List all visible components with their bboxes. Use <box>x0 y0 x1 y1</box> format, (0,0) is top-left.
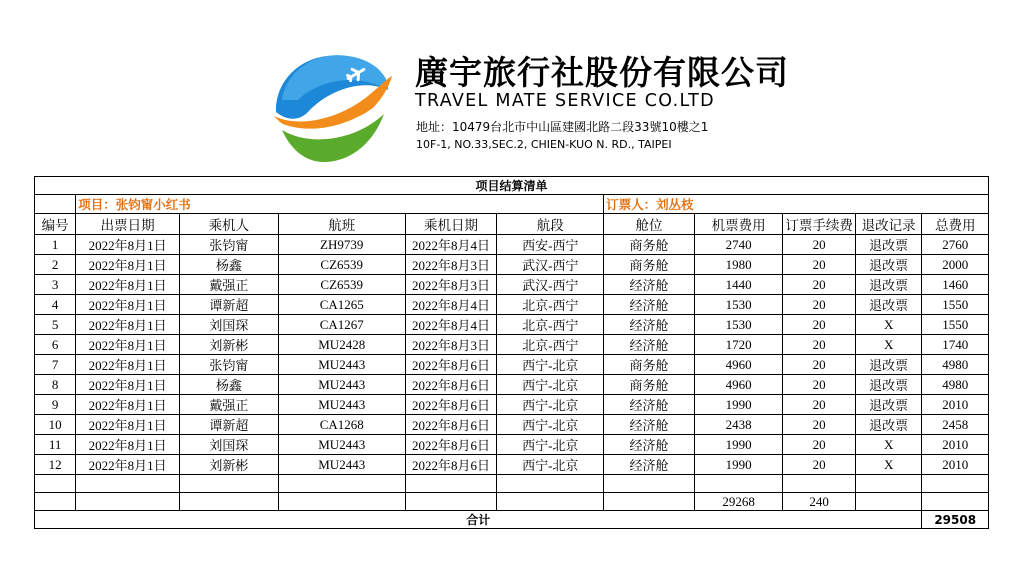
column-header: 舱位 <box>604 214 695 235</box>
company-logo <box>268 50 396 166</box>
table-cell: 2022年8月1日 <box>76 235 180 255</box>
table-cell: CA1268 <box>278 415 405 435</box>
table-cell <box>278 493 405 511</box>
table-cell: CZ6539 <box>278 275 405 295</box>
table-cell <box>855 475 921 493</box>
booker-label: 订票人：刘丛枝 <box>604 195 989 214</box>
table-cell: 1440 <box>694 275 783 295</box>
column-header: 乘机日期 <box>405 214 497 235</box>
table-cell: X <box>855 455 921 475</box>
table-cell: 退改票 <box>855 275 921 295</box>
table-cell: 5 <box>35 315 76 335</box>
table-cell: 2022年8月6日 <box>405 435 497 455</box>
table-cell: 退改票 <box>855 235 921 255</box>
company-name <box>415 54 789 111</box>
table-cell: 2022年8月1日 <box>76 295 180 315</box>
table-cell: 2022年8月1日 <box>76 415 180 435</box>
table-row <box>35 235 989 255</box>
table-cell <box>783 475 856 493</box>
blank-row <box>35 475 989 493</box>
fare-subtotal: 29268 <box>694 493 783 511</box>
address-cn: 地址：10479台北市中山區建國北路二段33號10樓之1 <box>416 120 709 134</box>
table-cell: 20 <box>783 295 856 315</box>
table-cell <box>180 493 279 511</box>
table-cell: 2022年8月1日 <box>76 255 180 275</box>
table-cell: 武汉-西宁 <box>497 255 604 275</box>
table-cell: 经济舱 <box>604 275 695 295</box>
table-cell: 刘新彬 <box>180 335 279 355</box>
column-header: 航班 <box>278 214 405 235</box>
table-cell: 2022年8月4日 <box>405 295 497 315</box>
table-cell: 11 <box>35 435 76 455</box>
table-cell: 1720 <box>694 335 783 355</box>
table-cell: 西宁-北京 <box>497 355 604 375</box>
table-cell: MU2443 <box>278 355 405 375</box>
table-cell: 商务舱 <box>604 355 695 375</box>
total-row <box>35 511 989 529</box>
table-cell: 刘国琛 <box>180 435 279 455</box>
table-cell: 经济舱 <box>604 455 695 475</box>
table-row <box>35 275 989 295</box>
table-cell <box>180 475 279 493</box>
table-cell: 退改票 <box>855 375 921 395</box>
table-cell: 3 <box>35 275 76 295</box>
fee-subtotal: 240 <box>783 493 856 511</box>
table-cell: 杨鑫 <box>180 375 279 395</box>
table-cell: 张钧甯 <box>180 235 279 255</box>
table-cell: 经济舱 <box>604 435 695 455</box>
table-cell: 2760 <box>922 235 989 255</box>
table-cell: 2022年8月1日 <box>76 395 180 415</box>
table-cell <box>922 475 989 493</box>
table-cell: MU2443 <box>278 455 405 475</box>
column-header: 航段 <box>497 214 604 235</box>
table-cell: CA1265 <box>278 295 405 315</box>
table-cell: 1990 <box>694 395 783 415</box>
table-cell: ZH9739 <box>278 235 405 255</box>
table-cell: 2 <box>35 255 76 275</box>
settlement-table <box>34 176 989 529</box>
table-cell: 2000 <box>922 255 989 275</box>
total-label: 合计 <box>35 511 922 529</box>
table-cell <box>855 493 921 511</box>
table-cell: 2022年8月3日 <box>405 335 497 355</box>
column-header: 乘机人 <box>180 214 279 235</box>
header-row <box>35 214 989 235</box>
column-header: 编号 <box>35 214 76 235</box>
column-header: 总费用 <box>922 214 989 235</box>
table-cell: 2022年8月6日 <box>405 375 497 395</box>
table-cell: 2022年8月4日 <box>405 235 497 255</box>
table-cell: 20 <box>783 255 856 275</box>
table-cell: X <box>855 315 921 335</box>
table-cell: 商务舱 <box>604 235 695 255</box>
table-cell: 1980 <box>694 255 783 275</box>
table-cell: 2022年8月1日 <box>76 375 180 395</box>
table-title: 项目结算清单 <box>35 177 989 195</box>
address-en: 10F-1, NO.33,SEC.2, CHIEN-KUO N. RD., TAIPEI <box>416 138 672 151</box>
table-cell: CZ6539 <box>278 255 405 275</box>
subtotal-row <box>35 493 989 511</box>
table-cell: X <box>855 435 921 455</box>
table-cell: 西宁-北京 <box>497 375 604 395</box>
table-cell: 20 <box>783 395 856 415</box>
table-cell: 20 <box>783 235 856 255</box>
table-row <box>35 415 989 435</box>
table-cell: 8 <box>35 375 76 395</box>
table-cell: 2022年8月6日 <box>405 415 497 435</box>
table-cell: 12 <box>35 455 76 475</box>
table-cell: 北京-西宁 <box>497 315 604 335</box>
table-cell: 9 <box>35 395 76 415</box>
table-cell: 20 <box>783 435 856 455</box>
table-cell <box>278 475 405 493</box>
table-cell: 1550 <box>922 315 989 335</box>
table-cell: 2022年8月3日 <box>405 275 497 295</box>
table-row <box>35 395 989 415</box>
table-cell: 退改票 <box>855 255 921 275</box>
table-row <box>35 455 989 475</box>
table-cell: 2458 <box>922 415 989 435</box>
table-cell: 4960 <box>694 355 783 375</box>
table-cell: 戴强正 <box>180 275 279 295</box>
table-cell: 2010 <box>922 395 989 415</box>
table-cell: 退改票 <box>855 395 921 415</box>
column-header: 订票手续费 <box>783 214 856 235</box>
table-cell <box>922 493 989 511</box>
table-cell: 7 <box>35 355 76 375</box>
table-cell: 商务舱 <box>604 255 695 275</box>
company-name-cn: 廣宇旅行社股份有限公司 <box>415 53 789 92</box>
table-row <box>35 435 989 455</box>
table-cell <box>405 475 497 493</box>
column-header: 退改记录 <box>855 214 921 235</box>
table-cell <box>35 475 76 493</box>
table-row <box>35 335 989 355</box>
table-cell: 杨鑫 <box>180 255 279 275</box>
table-cell: 2022年8月6日 <box>405 355 497 375</box>
table-cell: 1 <box>35 235 76 255</box>
table-cell: 2010 <box>922 455 989 475</box>
table-cell <box>604 493 695 511</box>
table-cell: 经济舱 <box>604 335 695 355</box>
table-cell: 西宁-北京 <box>497 415 604 435</box>
table-cell: 2022年8月3日 <box>405 255 497 275</box>
table-cell: 刘新彬 <box>180 455 279 475</box>
table-cell: MU2428 <box>278 335 405 355</box>
project-label: 项目：张钧甯小红书 <box>76 195 604 214</box>
table-cell: 2022年8月6日 <box>405 395 497 415</box>
table-cell: 2022年8月1日 <box>76 275 180 295</box>
total-value: 29508 <box>922 511 989 529</box>
table-cell: 2010 <box>922 435 989 455</box>
table-row <box>35 315 989 335</box>
table-cell: 2022年8月1日 <box>76 435 180 455</box>
table-cell: 4980 <box>922 375 989 395</box>
table-cell: 2022年8月4日 <box>405 315 497 335</box>
table-cell: 20 <box>783 375 856 395</box>
table-cell: 1740 <box>922 335 989 355</box>
table-cell: 北京-西宁 <box>497 335 604 355</box>
table-cell: 退改票 <box>855 415 921 435</box>
table-cell: X <box>855 335 921 355</box>
table-cell: 经济舱 <box>604 295 695 315</box>
table-cell: 2022年8月6日 <box>405 455 497 475</box>
table-row <box>35 255 989 275</box>
table-cell: 张钧甯 <box>180 355 279 375</box>
table-cell: 1550 <box>922 295 989 315</box>
table-cell: 2022年8月1日 <box>76 335 180 355</box>
column-header: 机票费用 <box>694 214 783 235</box>
table-cell: 西安-西宁 <box>497 235 604 255</box>
table-cell: 戴强正 <box>180 395 279 415</box>
table-cell: MU2443 <box>278 395 405 415</box>
table-cell: 20 <box>783 355 856 375</box>
table-cell: 退改票 <box>855 295 921 315</box>
table-cell: 2740 <box>694 235 783 255</box>
table-cell: 2022年8月1日 <box>76 455 180 475</box>
table-cell: 2022年8月1日 <box>76 355 180 375</box>
company-name-en: TRAVEL MATE SERVICE CO.LTD <box>415 91 715 111</box>
table-cell: CA1267 <box>278 315 405 335</box>
table-cell <box>76 493 180 511</box>
table-cell <box>497 475 604 493</box>
table-cell: 商务舱 <box>604 375 695 395</box>
table-body <box>35 177 989 529</box>
table-cell: 6 <box>35 335 76 355</box>
table-cell: MU2443 <box>278 435 405 455</box>
table-cell: 西宁-北京 <box>497 395 604 415</box>
table-cell <box>76 475 180 493</box>
table-cell: 1990 <box>694 435 783 455</box>
table-cell: 谭新超 <box>180 415 279 435</box>
table-cell: 刘国琛 <box>180 315 279 335</box>
table-cell: 1530 <box>694 315 783 335</box>
table-cell <box>694 475 783 493</box>
project-spacer <box>35 195 76 214</box>
table-cell: 4 <box>35 295 76 315</box>
table-cell: 武汉-西宁 <box>497 275 604 295</box>
table-cell: 4960 <box>694 375 783 395</box>
table-cell: 20 <box>783 455 856 475</box>
table-cell: 西宁-北京 <box>497 435 604 455</box>
table-cell <box>405 493 497 511</box>
table-cell: 西宁-北京 <box>497 455 604 475</box>
table-cell: 2438 <box>694 415 783 435</box>
table-cell: 1530 <box>694 295 783 315</box>
table-cell <box>35 493 76 511</box>
table-cell: 经济舱 <box>604 395 695 415</box>
table-cell: 谭新超 <box>180 295 279 315</box>
table-cell: 20 <box>783 315 856 335</box>
column-header: 出票日期 <box>76 214 180 235</box>
table-cell: 4980 <box>922 355 989 375</box>
table-cell: 经济舱 <box>604 315 695 335</box>
table-cell: 北京-西宁 <box>497 295 604 315</box>
table-cell: 2022年8月1日 <box>76 315 180 335</box>
table-cell: 20 <box>783 415 856 435</box>
table-cell: 经济舱 <box>604 415 695 435</box>
table-row <box>35 295 989 315</box>
table-cell: 退改票 <box>855 355 921 375</box>
table-cell <box>497 493 604 511</box>
table-cell: 10 <box>35 415 76 435</box>
table-cell: 1460 <box>922 275 989 295</box>
table-cell: 1990 <box>694 455 783 475</box>
table-cell <box>604 475 695 493</box>
table-cell: 20 <box>783 275 856 295</box>
table-row <box>35 355 989 375</box>
table-cell: 20 <box>783 335 856 355</box>
table-row <box>35 375 989 395</box>
table-cell: MU2443 <box>278 375 405 395</box>
